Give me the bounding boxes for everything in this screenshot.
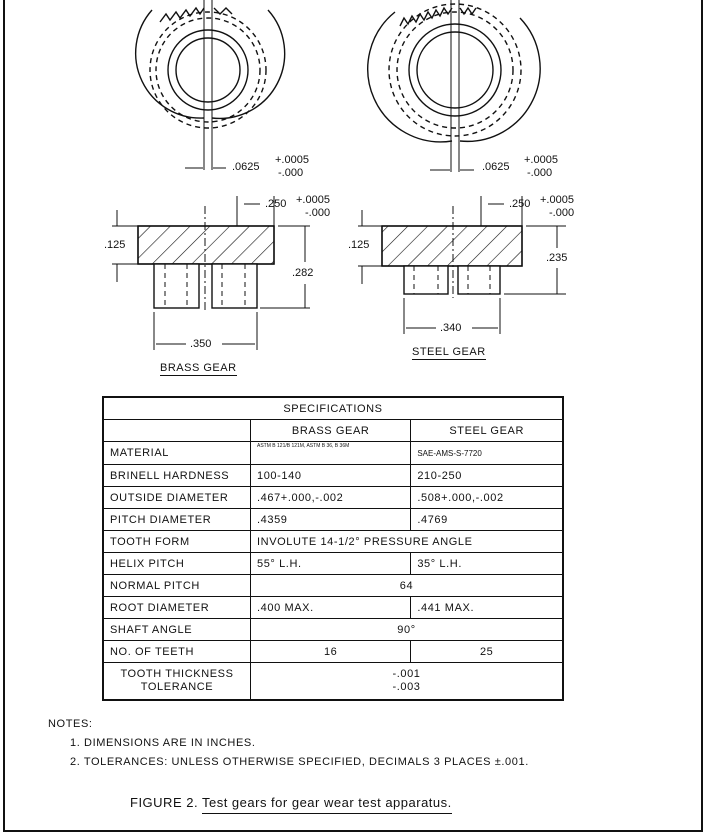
- caption-prefix: FIGURE 2.: [130, 795, 199, 810]
- steel-slot-tol-minus: -.000: [527, 167, 553, 179]
- brass-face-tol-plus: +.0005: [296, 194, 330, 206]
- figure-caption: [130, 795, 452, 810]
- pitch-diameter-brass: .4359: [251, 509, 411, 531]
- brinell-steel: 210-250: [411, 465, 563, 487]
- table-row: [103, 619, 563, 641]
- note-item: 2. TOLERANCES: UNLESS OTHERWISE SPECIFIED, DECIMALS 3 PLACES ±.001.: [70, 756, 529, 768]
- row-label: MATERIAL: [103, 442, 251, 465]
- root-diameter-brass: .400 MAX.: [251, 597, 411, 619]
- table-row: [103, 597, 563, 619]
- tooth-thickness-value-2: -.003: [392, 681, 421, 693]
- row-label: NO. OF TEETH: [103, 641, 251, 663]
- helix-pitch-steel: 35° L.H.: [411, 553, 563, 575]
- steel-hub-span: .340: [440, 322, 462, 334]
- steel-gear-side-view: [358, 196, 566, 334]
- steel-slot-tol-plus: +.0005: [524, 154, 558, 166]
- brass-face-width: .250: [265, 198, 287, 210]
- note-item: 1. DIMENSIONS ARE IN INCHES.: [70, 737, 256, 749]
- root-diameter-steel: .441 MAX.: [411, 597, 563, 619]
- table-row: [103, 509, 563, 531]
- row-label: PITCH DIAMETER: [103, 509, 251, 531]
- table-row: [103, 442, 563, 465]
- steel-hub-offset: .125: [348, 239, 370, 251]
- table-row: [103, 487, 563, 509]
- table-row: [103, 465, 563, 487]
- notes-heading: NOTES:: [48, 718, 93, 730]
- specifications-title: SPECIFICATIONS: [103, 397, 563, 420]
- brass-slot-tol-minus: -.000: [278, 167, 304, 179]
- notes: [48, 715, 529, 772]
- row-label: [103, 663, 251, 701]
- normal-pitch-value: 64: [251, 575, 564, 597]
- table-row: [103, 641, 563, 663]
- brass-gear-title: BRASS GEAR: [160, 362, 237, 374]
- table-row: [103, 663, 563, 701]
- shaft-angle-value: 90°: [251, 619, 564, 641]
- steel-overall-height: .235: [546, 252, 568, 264]
- caption-text: Test gears for gear wear test apparatus.: [202, 795, 452, 814]
- steel-gear-title: STEEL GEAR: [412, 346, 486, 358]
- brass-overall-height: .282: [292, 267, 314, 279]
- pitch-diameter-steel: .4769: [411, 509, 563, 531]
- steel-slot-width: .0625: [482, 161, 510, 173]
- helix-pitch-brass: 55° L.H.: [251, 553, 411, 575]
- steel-gear-end-view: [368, 0, 540, 172]
- tooth-thickness-label-2: TOLERANCE: [140, 681, 214, 693]
- brass-gear-end-view: [136, 0, 285, 170]
- header-steel: STEEL GEAR: [411, 420, 563, 442]
- header-brass: BRASS GEAR: [251, 420, 411, 442]
- specifications-table: [102, 396, 564, 701]
- material-brass: ASTM B 121/B 121M, ASTM B 36, B 36M: [251, 442, 411, 465]
- row-label: HELIX PITCH: [103, 553, 251, 575]
- steel-face-width: .250: [509, 198, 531, 210]
- table-row: [103, 531, 563, 553]
- material-steel: SAE-AMS-S-7720: [411, 442, 563, 465]
- table-row: [103, 575, 563, 597]
- brass-slot-width: .0625: [232, 161, 260, 173]
- tooth-thickness-value: [251, 663, 564, 701]
- brass-hub-offset: .125: [104, 239, 126, 251]
- steel-face-tol-plus: +.0005: [540, 194, 574, 206]
- table-row: [103, 553, 563, 575]
- row-label: OUTSIDE DIAMETER: [103, 487, 251, 509]
- tooth-form-value: INVOLUTE 14-1/2° PRESSURE ANGLE: [251, 531, 564, 553]
- outside-diameter-steel: .508+.000,-.002: [411, 487, 563, 509]
- row-label: BRINELL HARDNESS: [103, 465, 251, 487]
- tooth-thickness-label-1: TOOTH THICKNESS: [120, 668, 234, 680]
- teeth-steel: 25: [411, 641, 563, 663]
- row-label: ROOT DIAMETER: [103, 597, 251, 619]
- brass-hub-span: .350: [190, 338, 212, 350]
- brass-face-tol-minus: -.000: [305, 207, 331, 219]
- teeth-brass: 16: [251, 641, 411, 663]
- brass-gear-side-view: [112, 196, 310, 350]
- outside-diameter-brass: .467+.000,-.002: [251, 487, 411, 509]
- tooth-thickness-value-1: -.001: [392, 668, 421, 680]
- brinell-brass: 100-140: [251, 465, 411, 487]
- row-label: SHAFT ANGLE: [103, 619, 251, 641]
- brass-slot-tol-plus: +.0005: [275, 154, 309, 166]
- row-label: NORMAL PITCH: [103, 575, 251, 597]
- header-blank: [103, 420, 251, 442]
- steel-face-tol-minus: -.000: [549, 207, 575, 219]
- row-label: TOOTH FORM: [103, 531, 251, 553]
